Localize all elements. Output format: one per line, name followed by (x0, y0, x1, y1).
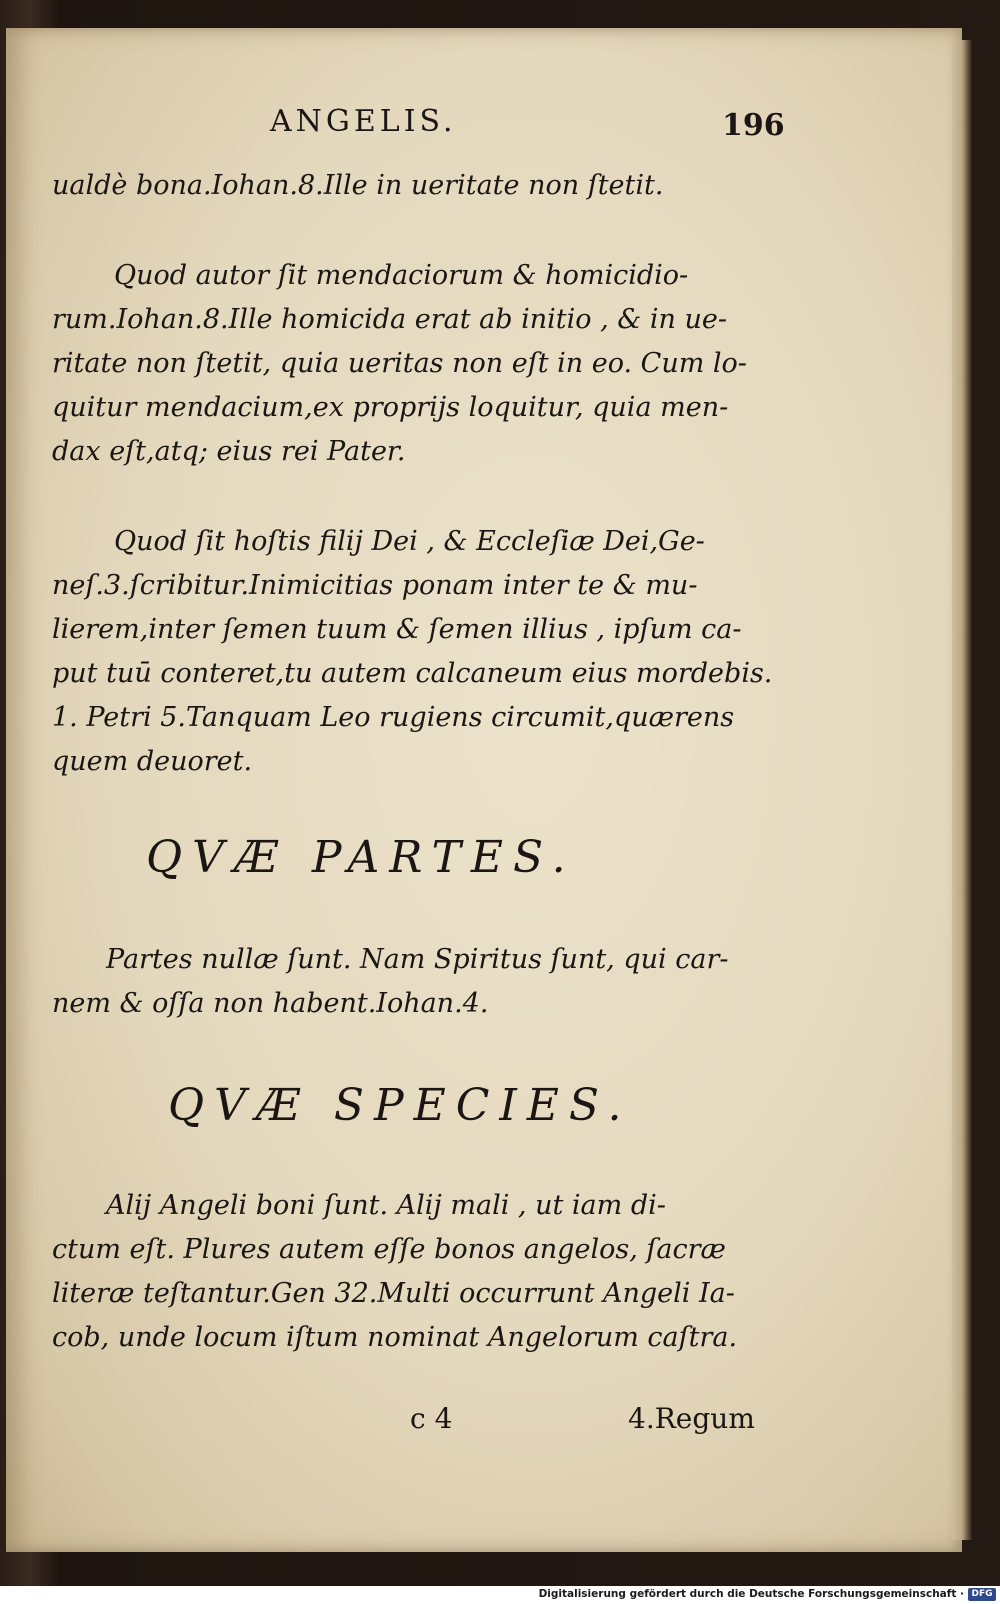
text-line: dax eſt,atq; eius rei Pater. (52, 436, 406, 467)
folio-number: 196 (722, 108, 785, 143)
text-line: Quod autor ſit mendaciorum & homicidio- (114, 260, 689, 291)
text-line: quem deuoret. (52, 746, 253, 777)
text-line: quitur mendacium,ex proprijs loquitur, quia men- (52, 392, 729, 423)
text-line: rum.Iohan.8.Ille homicida erat ab initio , & in ue- (52, 304, 727, 335)
text-line: 1. Petri 5.Tanquam Leo rugiens circumit,quærens (52, 702, 735, 733)
catchword: 4.Regum (628, 1402, 755, 1435)
text-line: lierem,inter ſemen tuum & ſemen illius , ipſum ca- (52, 614, 742, 645)
book-page (6, 28, 962, 1552)
dfg-logo-icon: DFG (968, 1588, 996, 1601)
signature-mark: c 4 (410, 1402, 453, 1435)
text-line: Partes nullæ ſunt. Nam Spiritus ſunt, qui car- (106, 944, 729, 975)
text-line: Alij Angeli boni ſunt. Alij mali , ut iam di- (106, 1190, 666, 1221)
text-line: neſ.3.ſcribitur.Inimicitias ponam inter te & mu- (52, 570, 698, 601)
text-line: Quod ſit hoſtis filij Dei , & Eccleſiæ Dei,Ge- (114, 526, 705, 557)
text-line: ctum eſt. Plures autem eſſe bonos angelos, ſacræ (52, 1234, 726, 1265)
text-line: ualdè bona.Iohan.8.Ille in ueritate non ſtetit. (52, 170, 664, 201)
section-heading-partes: QVÆ PARTES. (146, 832, 576, 883)
text-line: literæ teſtantur.Gen 32.Multi occurrunt Angeli Ia- (52, 1278, 735, 1309)
page-edge (952, 40, 972, 1540)
text-line: nem & oſſa non habent.Iohan.4. (52, 988, 489, 1019)
section-heading-species: QVÆ SPECIES. (168, 1080, 632, 1131)
text-line: cob, unde locum iſtum nominat Angelorum caſtra. (52, 1322, 738, 1353)
text-line: put tuū conteret,tu autem calcaneum eius mordebis. (52, 658, 773, 689)
text-line: ritate non ſtetit, quia ueritas non eſt in eo. Cum lo- (52, 348, 747, 379)
footer-credit: Digitalisierung gefördert durch die Deutsche Forschungsgemeinschaft · (538, 1588, 964, 1600)
running-head: ANGELIS. (270, 104, 457, 139)
